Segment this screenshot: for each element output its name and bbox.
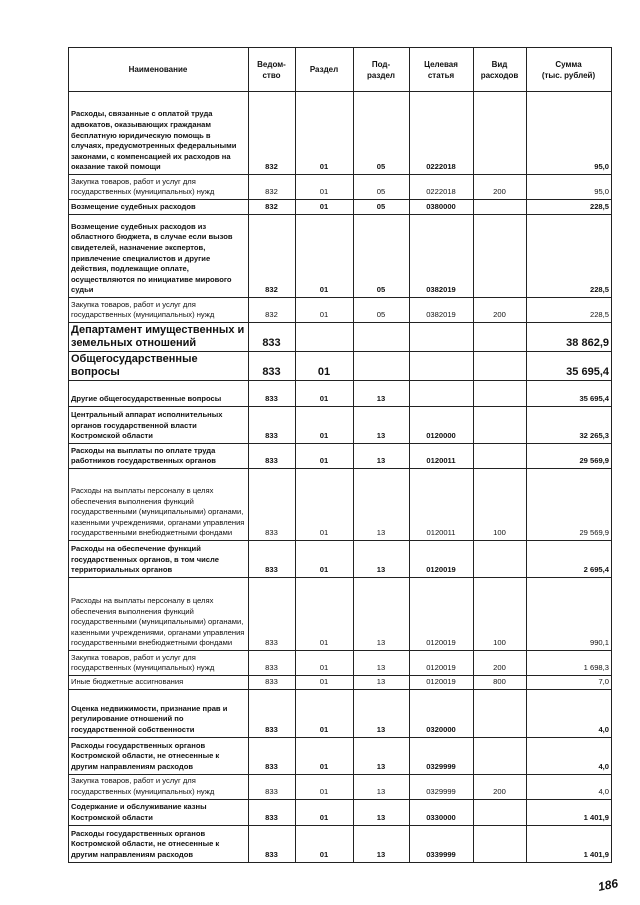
row-target-article: 0329999 [410,737,474,774]
row-name: Расходы государственных органов Костромской области, не отнесенные к другим направлениям расходов [69,825,249,862]
header-section: Раздел [296,48,354,92]
row-department: 833 [249,444,296,469]
row-target-article: 0380000 [410,200,474,215]
row-subsection: 13 [354,407,410,444]
row-expense-type [474,323,527,352]
row-name: Расходы на обеспечение функций государственных органов, в том числе территориальных органов [69,541,249,578]
table-row [69,676,612,690]
row-section: 01 [296,469,354,541]
row-target-article: 0120011 [410,469,474,541]
row-department: 833 [249,676,296,690]
row-department: 833 [249,541,296,578]
row-section: 01 [296,444,354,469]
row-section: 01 [296,92,354,175]
row-expense-type: 200 [474,774,527,799]
row-sum: 228,5 [527,298,612,323]
table-row [69,381,612,407]
row-sum: 228,5 [527,200,612,215]
row-target-article: 0120019 [410,676,474,690]
row-expense-type [474,352,527,381]
row-subsection: 13 [354,737,410,774]
row-target-article [410,381,474,407]
row-expense-type: 200 [474,175,527,200]
row-section: 01 [296,407,354,444]
row-target-article: 0120019 [410,578,474,651]
row-sum: 2 695,4 [527,541,612,578]
row-subsection: 13 [354,469,410,541]
row-section: 01 [296,774,354,799]
row-name: Содержание и обслуживание казны Костромской области [69,799,249,825]
row-sum: 35 695,4 [527,381,612,407]
table-row [69,737,612,774]
row-name: Возмещение судебных расходов из областного бюджета, в случае если вызов свидетелей, назначение экспертов, привлечение специалистов и другие действия, подлежащие оплате, осуществляются по инициативе мирового судьи [69,215,249,298]
table-row [69,323,612,352]
row-expense-type: 100 [474,469,527,541]
row-expense-type [474,215,527,298]
row-department: 832 [249,175,296,200]
table-row [69,774,612,799]
row-sum: 29 569,9 [527,469,612,541]
row-expense-type [474,381,527,407]
row-sum: 38 862,9 [527,323,612,352]
row-expense-type [474,541,527,578]
row-expense-type [474,444,527,469]
table-row [69,175,612,200]
row-name: Расходы, связанные с оплатой труда адвокатов, оказывающих гражданам бесплатную юридическую помощь в случаях, предусмотренных федеральными законами, с компенсацией их расходов на оказание такой помощи [69,92,249,175]
row-section: 01 [296,799,354,825]
row-section: 01 [296,689,354,737]
row-name: Иные бюджетные ассигнования [69,676,249,690]
row-subsection: 05 [354,92,410,175]
table-header-row [69,48,612,92]
row-expense-type: 100 [474,578,527,651]
row-subsection [354,323,410,352]
row-department: 833 [249,381,296,407]
row-target-article: 0222018 [410,175,474,200]
row-subsection: 13 [354,578,410,651]
row-name: Возмещение судебных расходов [69,200,249,215]
table-row [69,352,612,381]
row-target-article [410,352,474,381]
row-section: 01 [296,825,354,862]
header-department: Ведом- ство [249,48,296,92]
row-section: 01 [296,737,354,774]
row-expense-type [474,200,527,215]
row-sum: 1 401,9 [527,825,612,862]
header-name: Наименование [69,48,249,92]
table-row [69,578,612,651]
row-expense-type [474,689,527,737]
row-name: Закупка товаров, работ и услуг для государственных (муниципальных) нужд [69,651,249,676]
row-target-article: 0120000 [410,407,474,444]
row-expense-type [474,407,527,444]
row-department: 833 [249,407,296,444]
row-expense-type: 200 [474,651,527,676]
row-sum: 29 569,9 [527,444,612,469]
table-row [69,215,612,298]
row-target-article: 0120019 [410,541,474,578]
row-section: 01 [296,175,354,200]
row-department: 833 [249,774,296,799]
row-sum: 95,0 [527,175,612,200]
row-expense-type [474,737,527,774]
row-department: 833 [249,323,296,352]
row-name: Департамент имущественных и земельных отношений [69,323,249,352]
row-department: 833 [249,825,296,862]
row-name: Закупка товаров, работ и услуг для государственных (муниципальных) нужд [69,175,249,200]
table-row [69,200,612,215]
row-expense-type [474,92,527,175]
row-subsection: 13 [354,689,410,737]
row-name: Закупка товаров, работ и услуг для государственных (муниципальных) нужд [69,298,249,323]
row-subsection: 05 [354,175,410,200]
row-department: 833 [249,469,296,541]
row-section: 01 [296,200,354,215]
row-name: Центральный аппарат исполнительных органов государственной власти Костромской области [69,407,249,444]
row-sum: 990,1 [527,578,612,651]
row-sum: 35 695,4 [527,352,612,381]
row-department: 833 [249,737,296,774]
row-department: 833 [249,799,296,825]
row-name: Расходы государственных органов Костромской области, не отнесенные к другим направлениям расходов [69,737,249,774]
row-subsection: 13 [354,651,410,676]
row-subsection: 13 [354,381,410,407]
row-expense-type [474,799,527,825]
row-subsection [354,352,410,381]
row-subsection: 13 [354,774,410,799]
row-sum: 32 265,3 [527,407,612,444]
row-section: 01 [296,676,354,690]
row-department: 832 [249,200,296,215]
row-target-article: 0382019 [410,215,474,298]
row-target-article: 0222018 [410,92,474,175]
table-row [69,799,612,825]
row-sum: 4,0 [527,737,612,774]
row-target-article: 0382019 [410,298,474,323]
row-subsection: 05 [354,298,410,323]
row-subsection: 13 [354,541,410,578]
row-expense-type [474,825,527,862]
row-subsection: 13 [354,825,410,862]
budget-table [68,47,612,863]
row-department: 833 [249,578,296,651]
table-row [69,541,612,578]
row-department: 833 [249,352,296,381]
table-row [69,825,612,862]
row-target-article: 0330000 [410,799,474,825]
table-row [69,651,612,676]
table-body [69,92,612,863]
header-subsection: Под- раздел [354,48,410,92]
row-expense-type: 800 [474,676,527,690]
row-target-article: 0339999 [410,825,474,862]
row-section: 01 [296,381,354,407]
row-name: Закупка товаров, работ и услуг для государственных (муниципальных) нужд [69,774,249,799]
row-subsection: 13 [354,799,410,825]
row-department: 832 [249,298,296,323]
row-department: 833 [249,689,296,737]
row-subsection: 05 [354,200,410,215]
row-sum: 228,5 [527,215,612,298]
row-name: Оценка недвижимости, признание прав и регулирование отношений по государственной собственности [69,689,249,737]
row-subsection: 13 [354,444,410,469]
row-section: 01 [296,298,354,323]
row-sum: 4,0 [527,689,612,737]
page-number-handwritten: 186 [596,876,620,894]
row-name: Расходы на выплаты персоналу в целях обеспечения выполнения функций государственными (муниципальными) органами, казенными учреждениями, органами управления государственными внебюджетными фондами [69,469,249,541]
row-name: Другие общегосударственные вопросы [69,381,249,407]
header-target-article: Целевая статья [410,48,474,92]
row-section [296,323,354,352]
row-sum: 4,0 [527,774,612,799]
row-section: 01 [296,352,354,381]
row-target-article [410,323,474,352]
table-row [69,407,612,444]
row-section: 01 [296,651,354,676]
row-sum: 95,0 [527,92,612,175]
header-sum: Сумма (тыс. рублей) [527,48,612,92]
table-row [69,469,612,541]
row-sum: 1 698,3 [527,651,612,676]
row-subsection: 05 [354,215,410,298]
row-name: Общегосударственные вопросы [69,352,249,381]
table-row [69,689,612,737]
table-row [69,444,612,469]
row-sum: 7,0 [527,676,612,690]
row-section: 01 [296,541,354,578]
row-department: 833 [249,651,296,676]
row-expense-type: 200 [474,298,527,323]
row-name: Расходы на выплаты по оплате труда работников государственных органов [69,444,249,469]
table-row [69,298,612,323]
table-row [69,92,612,175]
row-department: 832 [249,92,296,175]
row-name: Расходы на выплаты персоналу в целях обеспечения выполнения функций государственными (муниципальными) органами, казенными учреждениями, органами управления государственными внебюджетными фондами [69,578,249,651]
header-expense-type: Вид расходов [474,48,527,92]
budget-table-page [68,47,611,863]
row-sum: 1 401,9 [527,799,612,825]
row-subsection: 13 [354,676,410,690]
row-department: 832 [249,215,296,298]
row-target-article: 0120011 [410,444,474,469]
row-target-article: 0329999 [410,774,474,799]
row-section: 01 [296,215,354,298]
row-section: 01 [296,578,354,651]
row-target-article: 0120019 [410,651,474,676]
row-target-article: 0320000 [410,689,474,737]
